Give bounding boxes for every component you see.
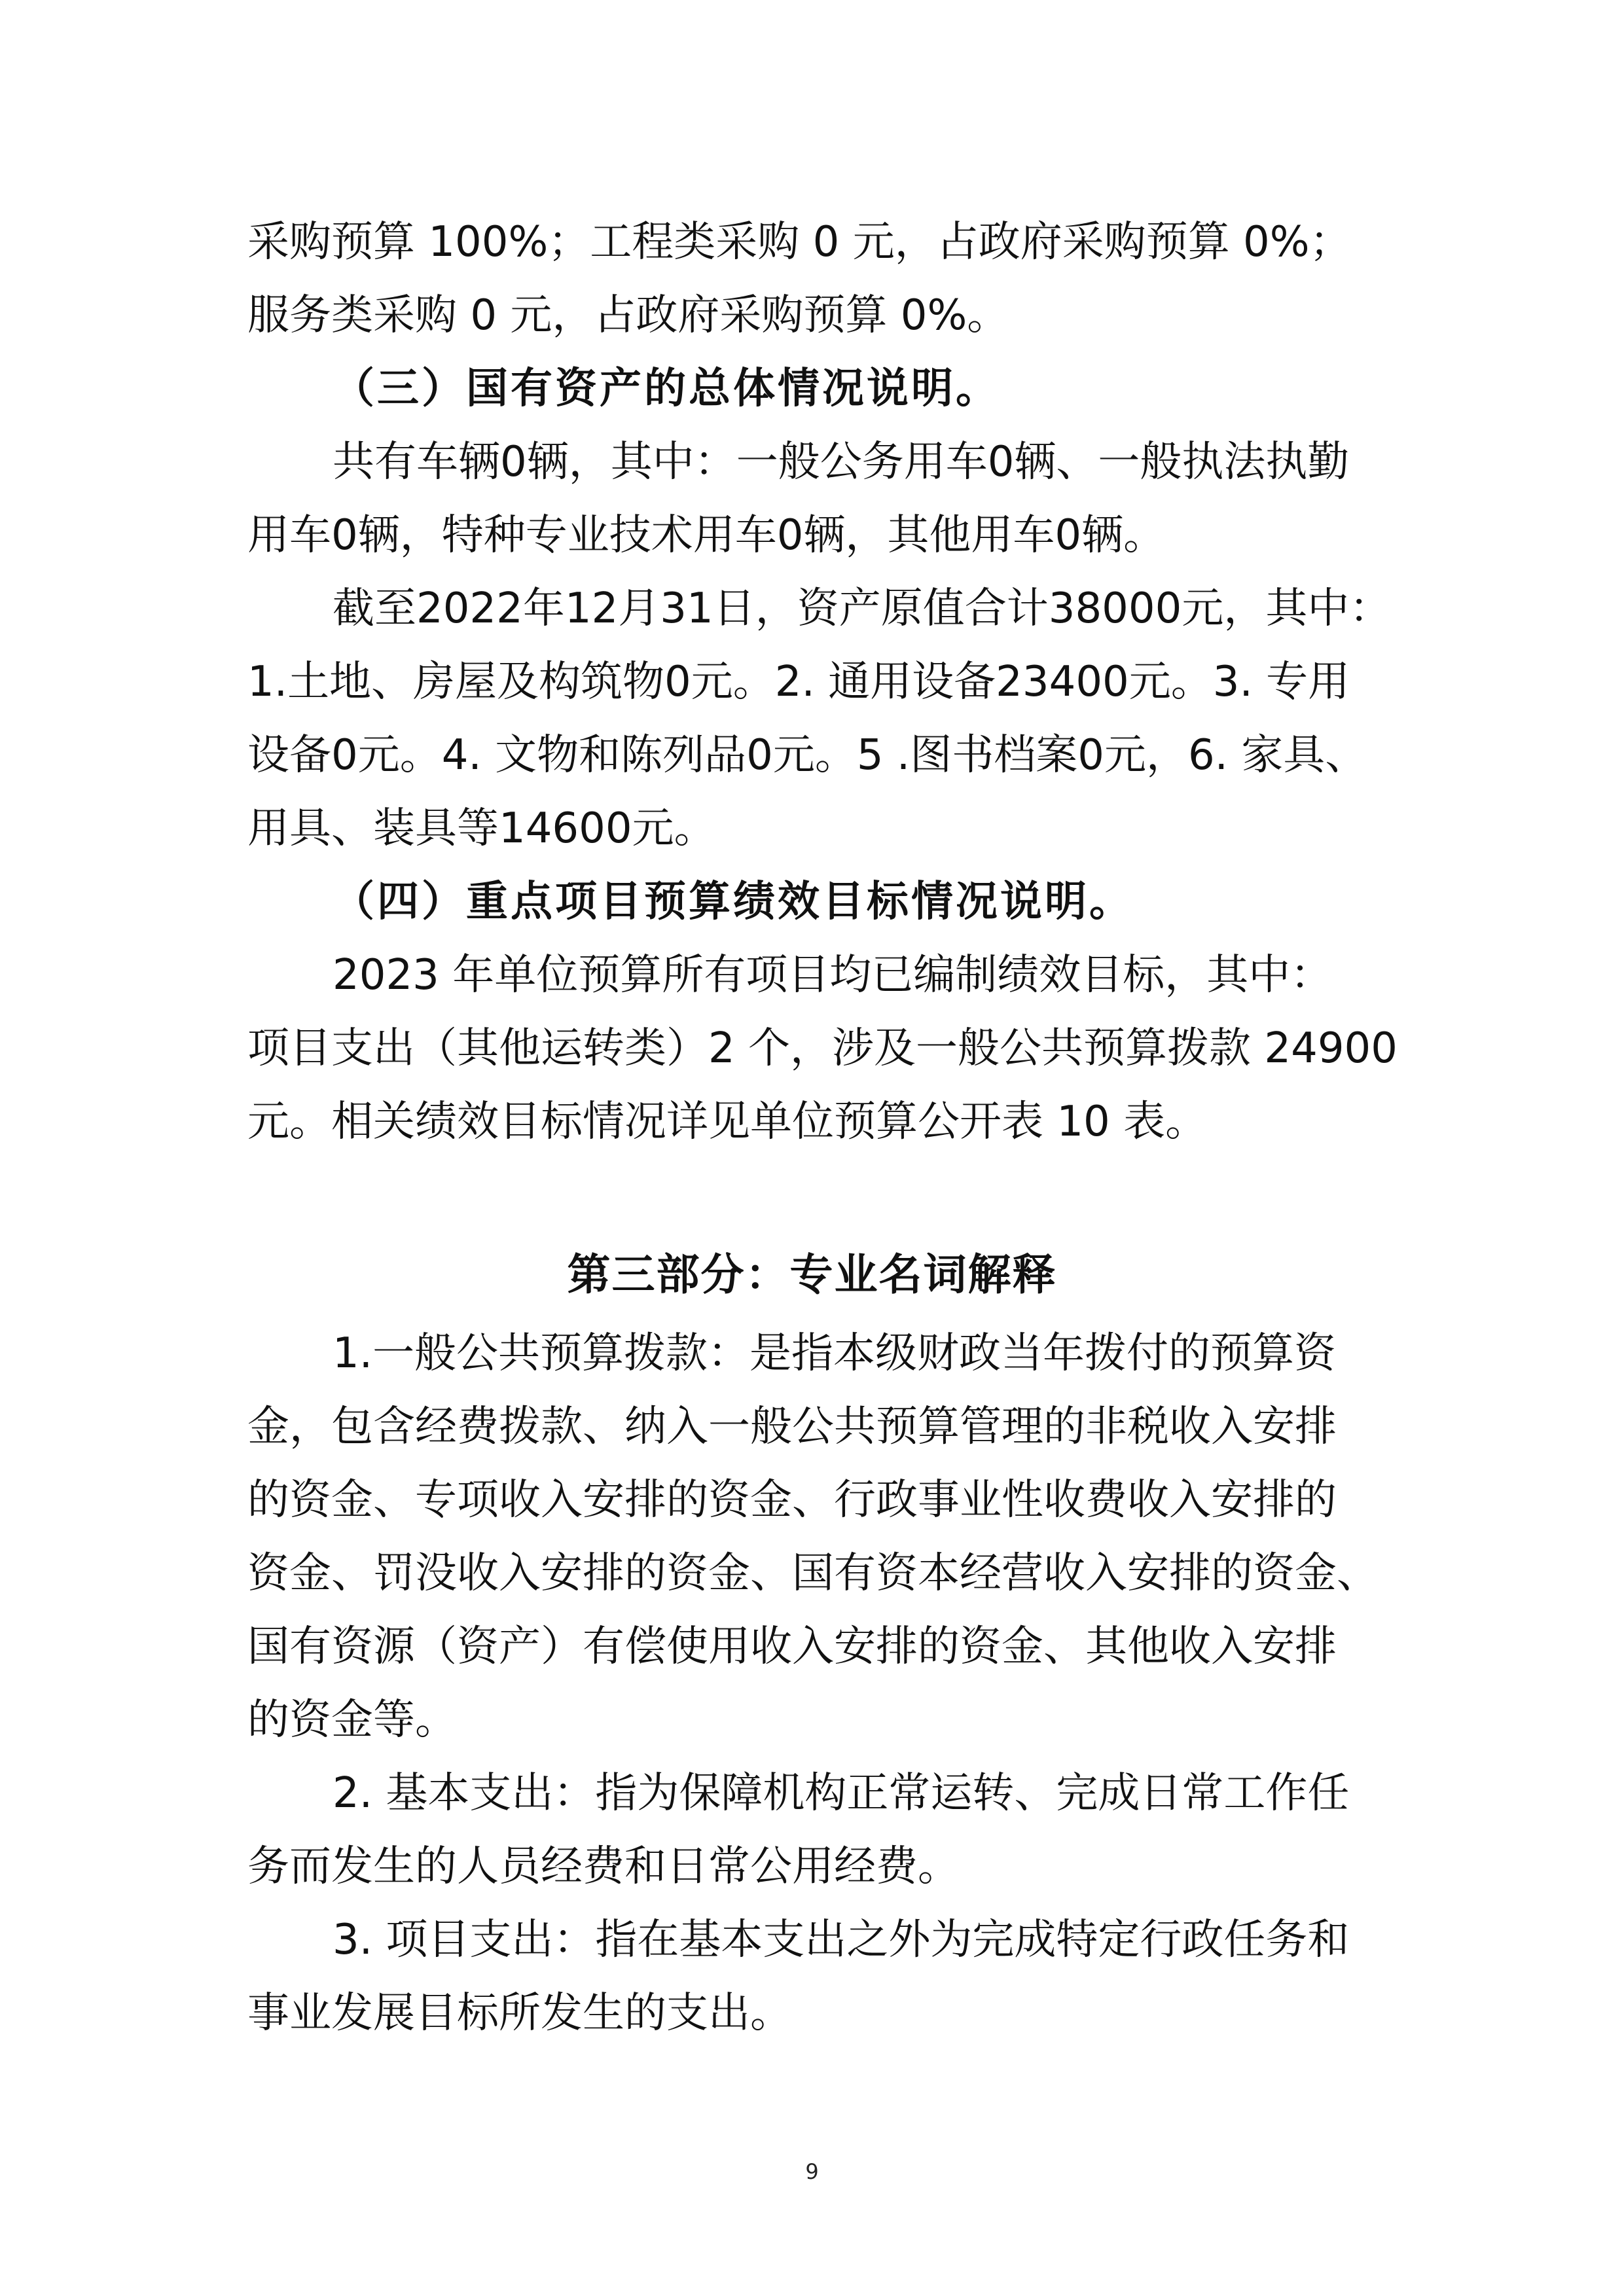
part-heading: 第三部分：专业名词解释 (567, 1249, 1057, 1300)
text-line: 共有车辆0辆，其中：一般公务用车0辆、一般执法执勤 (333, 438, 1350, 486)
text-line: 1.一般公共预算拨款：是指本级财政当年拨付的预算资 (333, 1329, 1337, 1378)
text-line: 事业发展目标所发生的支出。 (247, 1989, 792, 2037)
text-line: 的资金、专项收入安排的资金、行政事业性收费收入安排的 (247, 1476, 1337, 1524)
text-line: 元。相关绩效目标情况详见单位预算公开表 10 表。 (247, 1098, 1208, 1146)
text-line: 国有资源（资产）有偿使用收入安排的资金、其他收入安排 (247, 1623, 1337, 1671)
text-line: 服务类采购 0 元，占政府采购预算 0%。 (247, 291, 1009, 340)
text-line: 1.土地、房屋及构筑物0元。2. 通用设备23400元。3. 专用 (247, 658, 1350, 706)
text-line: 2. 基本支出：指为保障机构正常运转、完成日常工作任 (333, 1769, 1350, 1818)
text-line: 3. 项目支出：指在基本支出之外为完成特定行政任务和 (333, 1916, 1350, 1964)
text-line: 用车0辆，特种专业技术用车0辆，其他用车0辆。 (247, 511, 1166, 560)
text-line: 用具、装具等14600元。 (247, 804, 716, 853)
section-heading: （三）国有资产的总体情况说明。 (333, 364, 1000, 413)
text-line: 的资金等。 (247, 1696, 457, 1744)
section-heading: （四）重点项目预算绩效目标情况说明。 (333, 877, 1134, 926)
text-line: 设备0元。4. 文物和陈列品0元。5 .图书档案0元，6. 家具、 (247, 731, 1367, 780)
text-line: 采购预算 100%；工程类采购 0 元，占政府采购预算 0%； (247, 218, 1352, 266)
text-line: 资金、罚没收入安排的资金、国有资本经营收入安排的资金、 (247, 1549, 1379, 1598)
text-line: 务而发生的人员经费和日常公用经费。 (247, 1842, 960, 1891)
text-line: 截至2022年12月31日，资产原值合计38000元，其中： (333, 584, 1392, 633)
page-number: 9 (805, 2159, 819, 2184)
text-line: 2023 年单位预算所有项目均已编制绩效目标，其中： (333, 951, 1333, 999)
text-line: 金，包含经费拨款、纳入一般公共预算管理的非税收入安排 (247, 1403, 1337, 1451)
text-line: 项目支出（其他运转类）2 个，涉及一般公共预算拨款 24900 (247, 1024, 1398, 1073)
